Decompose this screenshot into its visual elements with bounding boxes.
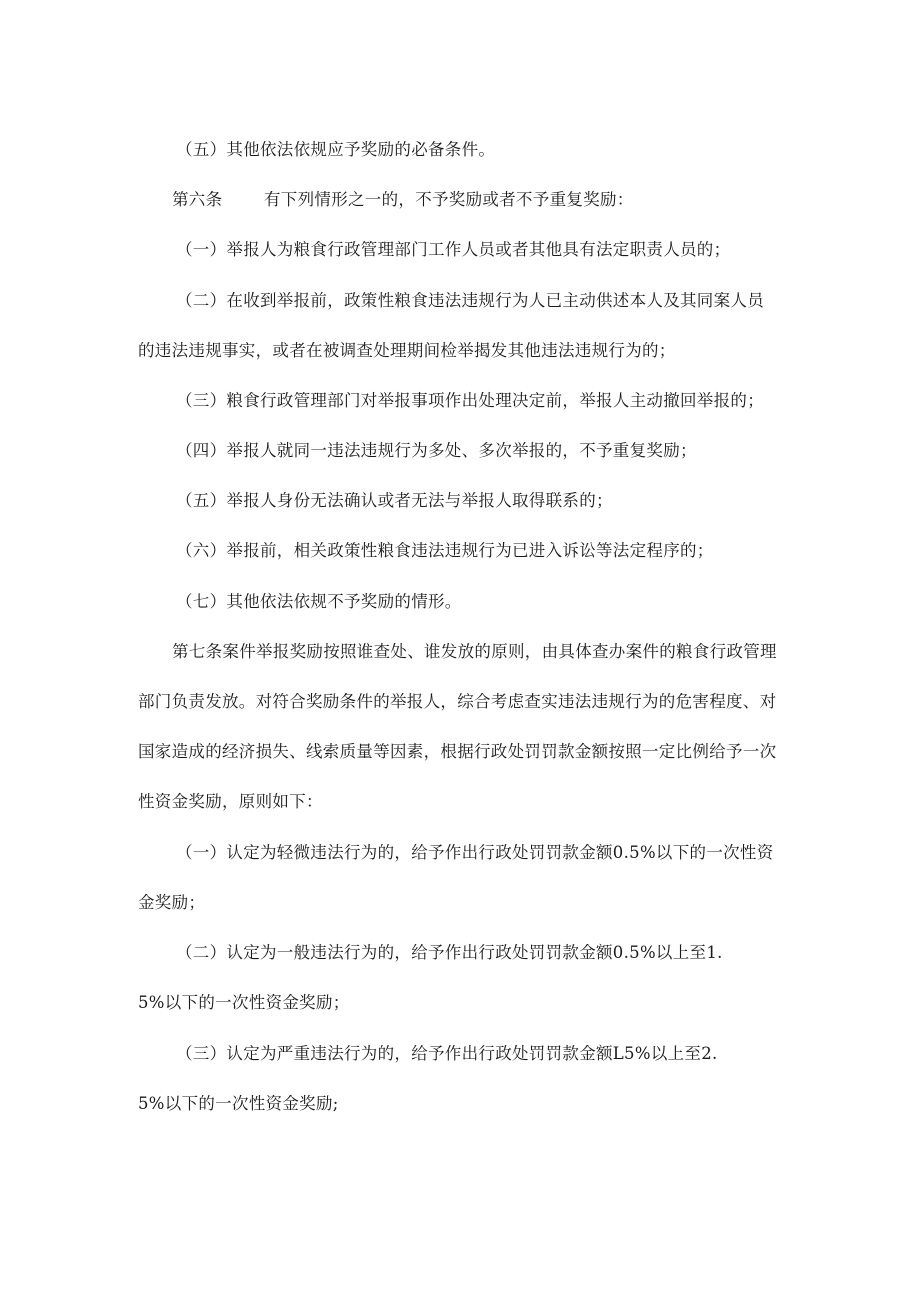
text-line: （一）认定为轻微违法行为的，给予作出行政处罚罚款金额0.5%以下的一次性资 bbox=[176, 843, 774, 862]
text-line: 金奖励； bbox=[138, 893, 206, 912]
text-line: （七）其他依法依规不予奖励的情形。 bbox=[176, 592, 462, 611]
text-line: 5%以下的一次性资金奖励; bbox=[138, 1094, 339, 1113]
text-line: 第七条案件举报奖励按照谁查处、谁发放的原则，由具体查办案件的粮食行政管理 bbox=[172, 642, 777, 661]
article-number: 第六条 bbox=[172, 190, 223, 209]
text-line: （六）举报前，相关政策性粮食违法违规行为已进入诉讼等法定程序的； bbox=[176, 541, 714, 560]
text-line: 5%以下的一次性资金奖励； bbox=[138, 993, 350, 1012]
text-line: 性资金奖励，原则如下： bbox=[138, 792, 323, 811]
text-line: （三）粮食行政管理部门对举报事项作出处理决定前，举报人主动撤回举报的； bbox=[176, 391, 764, 410]
article-heading-line bbox=[172, 190, 634, 210]
text-line: （二）认定为一般违法行为的，给予作出行政处罚罚款金额0.5%以上至1. bbox=[176, 943, 723, 962]
text-line: （五）其他依法依规应予奖励的必备条件。 bbox=[176, 140, 496, 159]
text-line: （三）认定为严重违法行为的，给予作出行政处罚罚款金额L5%以上至2. bbox=[176, 1044, 718, 1063]
article-text: 有下列情形之一的，不予奖励或者不予重复奖励： bbox=[264, 190, 634, 209]
text-line: （一）举报人为粮食行政管理部门工作人员或者其他具有法定职责人员的； bbox=[176, 240, 731, 259]
text-line: 部门负责发放。对符合奖励条件的举报人，综合考虑查实违法违规行为的危害程度、对 bbox=[138, 692, 777, 711]
text-line: 的违法违规事实，或者在被调查处理期间检举揭发其他违法违规行为的； bbox=[138, 341, 676, 360]
text-line: （五）举报人身份无法确认或者无法与举报人取得联系的； bbox=[176, 491, 613, 510]
text-line: 国家造成的经济损失、线索质量等因素，根据行政处罚罚款金额按照一定比例给予一次 bbox=[138, 742, 777, 761]
text-line: （四）举报人就同一违法违规行为多处、多次举报的，不予重复奖励； bbox=[176, 441, 697, 460]
text-line: （二）在收到举报前，政策性粮食违法违规行为人已主动供述本人及其同案人员 bbox=[176, 291, 764, 310]
